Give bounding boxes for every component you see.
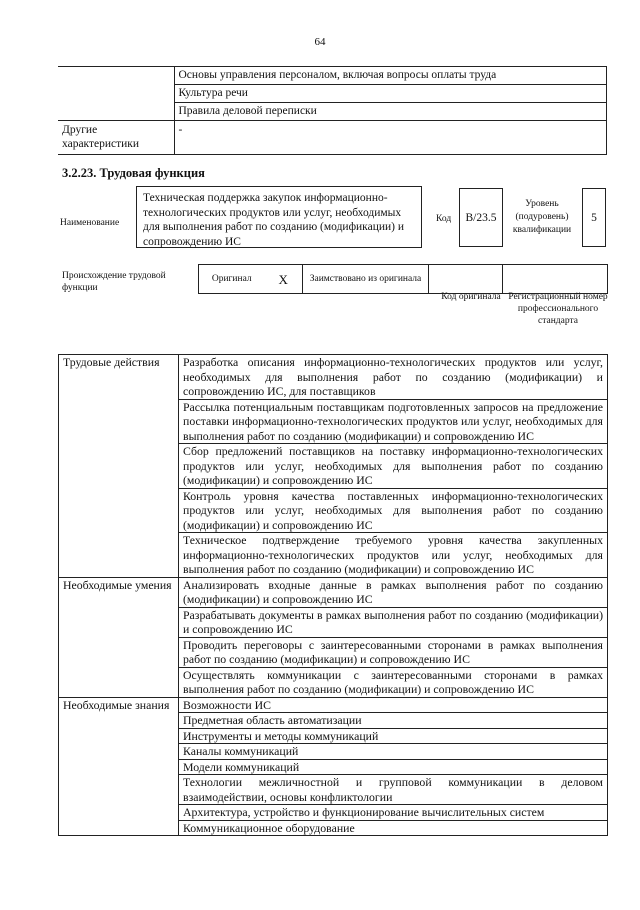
original-mark-cell: X — [265, 265, 303, 294]
code-box: B/23.5 — [459, 188, 503, 247]
list-item: Сбор предложений поставщиков на поставку информационно-технологических продуктов или услуг, необходимых для выполнения работ по созданию (модификации) и сопровождению ИС — [179, 444, 608, 489]
knowledge-cell: Основы управления персоналом, включая вопросы оплаты труда — [174, 67, 607, 85]
code-original-label: Код оригинала — [441, 292, 501, 302]
level-box: 5 — [582, 188, 606, 247]
labor-function-table — [58, 354, 608, 836]
list-item: Техническое подтверждение требуемого уровня качества закупленных информационно-технологических продуктов или услуг, необходимых для выполнения работ по созданию (модификации) и сопровождению ИС — [179, 533, 608, 578]
continuation-table — [58, 66, 607, 155]
list-item: Проводить переговоры с заинтересованными сторонами в рамках выполнения работ по созданию (модификации) и сопровождению ИС — [179, 637, 608, 667]
list-item: Рассылка потенциальным поставщикам подготовленных запросов на предложение поставки информационно-технологических продуктов или услуг, необходимых для выполнения работ по созданию (модификации) и сопровождению ИС — [179, 399, 608, 444]
page-number: 64 — [314, 36, 326, 48]
row-label-cell — [58, 67, 174, 121]
list-item: Разработка описания информационно-технологических продуктов или услуг, необходимых для выполнения работ по созданию (модификации) и сопровождению ИС, для поставщиков — [179, 355, 608, 400]
list-item: Разрабатывать документы в рамках выполнения работ по созданию (модификации) и сопровождению ИС — [179, 607, 608, 637]
table-row — [59, 697, 608, 713]
other-characteristics-value: - — [174, 121, 607, 155]
list-item: Модели коммуникаций — [179, 759, 608, 775]
list-item: Архитектура, устройство и функционирование вычислительных систем — [179, 805, 608, 821]
list-item: Инструменты и методы коммуникаций — [179, 728, 608, 744]
category-labor-actions: Трудовые действия — [59, 355, 179, 578]
list-item: Предметная область автоматизации — [179, 713, 608, 729]
origin-table — [198, 264, 608, 294]
list-item: Коммуникационное оборудование — [179, 820, 608, 836]
table-row — [199, 265, 608, 294]
list-item: Анализировать входные данные в рамках выполнения работ по созданию (модификации) и сопровождению ИС — [179, 577, 608, 607]
section-title: 3.2.23. Трудовая функция — [62, 166, 205, 180]
other-characteristics-label: Другие характеристики — [58, 121, 174, 155]
category-required-skills: Необходимые умения — [59, 577, 179, 697]
original-cell: Оригинал — [199, 265, 265, 294]
table-row — [58, 67, 607, 85]
borrowed-cell: Заимствовано из оригинала — [303, 265, 429, 294]
category-required-knowledge: Необходимые знания — [59, 697, 179, 836]
knowledge-cell: Культура речи — [174, 85, 607, 103]
list-item: Каналы коммуникаций — [179, 744, 608, 760]
list-item: Контроль уровня качества поставленных информационно-технологических продуктов или услуг, необходимых для выполнения работ по созданию (модификации) и сопровождению ИС — [179, 488, 608, 533]
function-name-box: Техническая поддержка закупок информационно-технологических продуктов или услуг, необходимых для выполнения работ по созданию (модификации) и сопровождению ИС — [136, 186, 422, 248]
list-item: Технологии межличностной и групповой коммуникации в деловом взаимодействии, основы конфликтологии — [179, 775, 608, 805]
origin-label: Происхождение трудовой функции — [62, 271, 166, 293]
code-original-cell — [429, 265, 503, 294]
name-label: Наименование — [60, 218, 120, 228]
table-row — [58, 121, 607, 155]
reg-number-label: Регистрационный номер профессионального стандарта — [508, 292, 608, 326]
reg-number-cell — [503, 265, 608, 294]
knowledge-cell: Правила деловой переписки — [174, 103, 607, 121]
list-item: Осуществлять коммуникации с заинтересованными сторонами в рамках выполнения работ по созданию (модификации) и сопровождению ИС — [179, 667, 608, 697]
table-row — [59, 577, 608, 607]
level-label: Уровень (подуровень) квалификации — [512, 199, 572, 235]
list-item: Возможности ИС — [179, 697, 608, 713]
code-label: Код — [436, 214, 452, 224]
table-row — [59, 355, 608, 400]
